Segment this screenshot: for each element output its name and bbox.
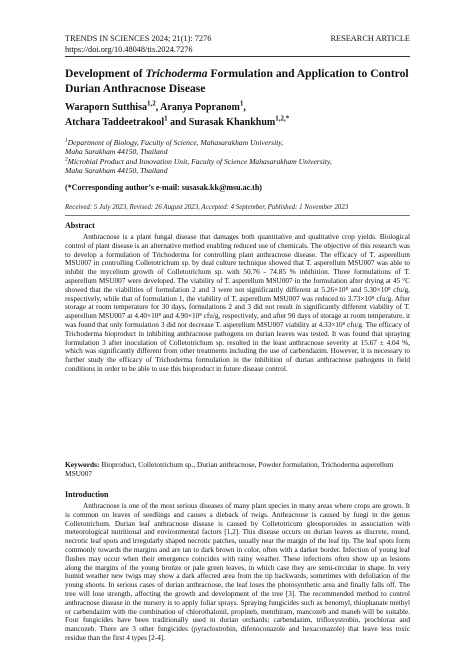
authors-line-2: Atchara Taddeetrakool$^1$ and Surasak Khankhum$^{1,2,*}$: [65, 114, 290, 128]
affiliation-2b: Maha Sarakham 44150, Thailand: [65, 165, 168, 175]
journal-citation: TRENDS IN SCIENCES 2024; 21(1): 7276: [65, 34, 212, 43]
abstract-heading: Abstract: [65, 221, 95, 230]
keywords-text: Bioproduct, Colletotrichum sp., Durian anthracnose, Powder formulation, Trichoderma asperellum MSU007: [65, 460, 394, 478]
keywords: [65, 460, 410, 478]
corresponding-author: (*Corresponding author’s e-mail: susasak.kk@msu.ac.th): [65, 183, 262, 192]
title-part-2: Formulation and Application to Control Durian Anthracnose Disease: [65, 67, 409, 95]
article-type-label: RESEARCH ARTICLE: [330, 34, 410, 43]
affiliation-1b: Maha Sarakham 44150, Thailand: [65, 147, 168, 157]
doi-link[interactable]: https://doi.org/10.48048/tis.2024.7276: [65, 45, 193, 54]
submission-dates: Received: 5 July 2023, Revised: 26 August 2023, Accepted: 4 September, Published: 1 November 2023: [65, 204, 349, 211]
title-italic: Trichoderma: [145, 67, 208, 80]
introduction-body: [65, 502, 410, 643]
introduction-heading: Introduction: [65, 490, 109, 499]
header-divider: [65, 56, 410, 57]
affiliations: [65, 138, 414, 175]
affiliation-1a: $^1$Department of Biology, Faculty of Science, Mahasarakham University,: [65, 137, 284, 147]
abstract-text: Anthracnose is a plant fungal disease that damages both quantitative and qualitative crop yields. Biological control of plant disease is an alternative method enabling reduced use of chemicals. The objective of this research was to develop a formulation of Trichoderma for controlling plant anthracnose disease. The efficacy of T. asperellum MSU007 in controlling Colletotrichum sp. by dual culture technique showed that T. asperellum MSU007 was able to inhibit the mycelium growth of Colletotrichum sp. with 50.76 - 74.85 % inhibition. Three formulations of T. asperellum MSU007 were developed. The viability of T. asperellum MSU007 in the formulation after drying at 45 °C showed that the viabilities of formulation 2 and 3 were not significantly different at 5.26×10⁸ and 5.30×10⁸ cfu/g, respectively, while that of formulation 1, the viability of T. asperellum MSU007 was reduced to 3.73×10⁸ cfu/g. After storage at room temperature for 30 days, formulations 2 and 3 did not result in significantly different viability of T. asperellum MSU007 at 4.40×10⁸ and 4.90×10⁸ cfu/g, respectively, and after 90 days of storage at room temperature, it was found that only formulation 3 did not decrease T. asperellum MSU007 viability at 4.33×10⁸ cfu/g. The efficacy of Trichoderma bioproduct in inhibiting anthracnose pathogens on durian leaves was tested. It was found that spraying formulation 3 after inoculation of Colletotrichum sp. resulted in the least anthracnose severity at 15.67 ± 4.04 %, which was significantly different from other treatments including the use of carbendazim. However, it is necessary to further study the efficacy of Trichoderma formulation in the inhibition of durian anthracnose pathogens in field conditions in order to be able to use this bioproduct in future disease control.: [65, 233, 410, 373]
running-header: [65, 33, 410, 55]
title-part-1: Development of: [65, 67, 146, 80]
affiliation-2a: $^2$Microbial Product and Innovation Unit, Faculty of Science Mahasarakham University,: [65, 156, 332, 166]
introduction-text: Anthracnose is one of the most serious diseases of many plant species in many areas where crops are grown. It is common on leaves of seedlings and causes a dieback of twigs. Anthracnose is caused by fungi in the genus Colletotrichum. Durian leaf anthracnose disease is caused by Colletotricum gleosporoides in association with meteorological nutritional and environmental factors [1,2]. This disease occurs on durian leaves as discrete, round, necrotic leaf spots and irregularly shaped necrotic patches, usually near the margin of the leaf tip. The leaf spots form commonly towards the margins and are tan to dark brown in color, often with a darker border. Infection of young leaf flushes may occur when their emergence coincides with rainy weather. These infections often show up as lesions along the margins of the young bronze or pale green leaves, in which case they are semi-circular in shape. In very humid weather new twigs may show a dark affected area from the tip backwards, sometimes with defoliation of the young shoots. In serious cases of durian anthracnose, the leaf loses the photosynthetic area and finally falls off. The tree will lose strength, affecting the growth and development of the tree [3]. The recommended method to control anthracnose disease in the nursery is to apply foliar sprays. Spraying fungicides such as benomyl, thiophanate methyl or carbendazim with the combination of chlorothalonil, propineb, menthiram, mancozeb and maneb will be suitable. Four fungicides have been traditionally used in durian orchards; carbendazim, trifloxystrobin, prochloraz and mancozeb. There are 3 other fungicides (pyraclostrobin, difenoconazole and hexaconazole) that leave less toxic residue than the first 4 types [2-4].: [65, 502, 410, 642]
article-title: [65, 67, 414, 96]
abstract-body: [65, 233, 410, 374]
keywords-label: Keywords:: [65, 460, 100, 469]
author-list: [65, 100, 414, 130]
dates-divider: [65, 215, 410, 216]
authors-line-1: Waraporn Sutthisa$^{1,2}$, Aranya Popranom$^1$,: [65, 99, 246, 113]
